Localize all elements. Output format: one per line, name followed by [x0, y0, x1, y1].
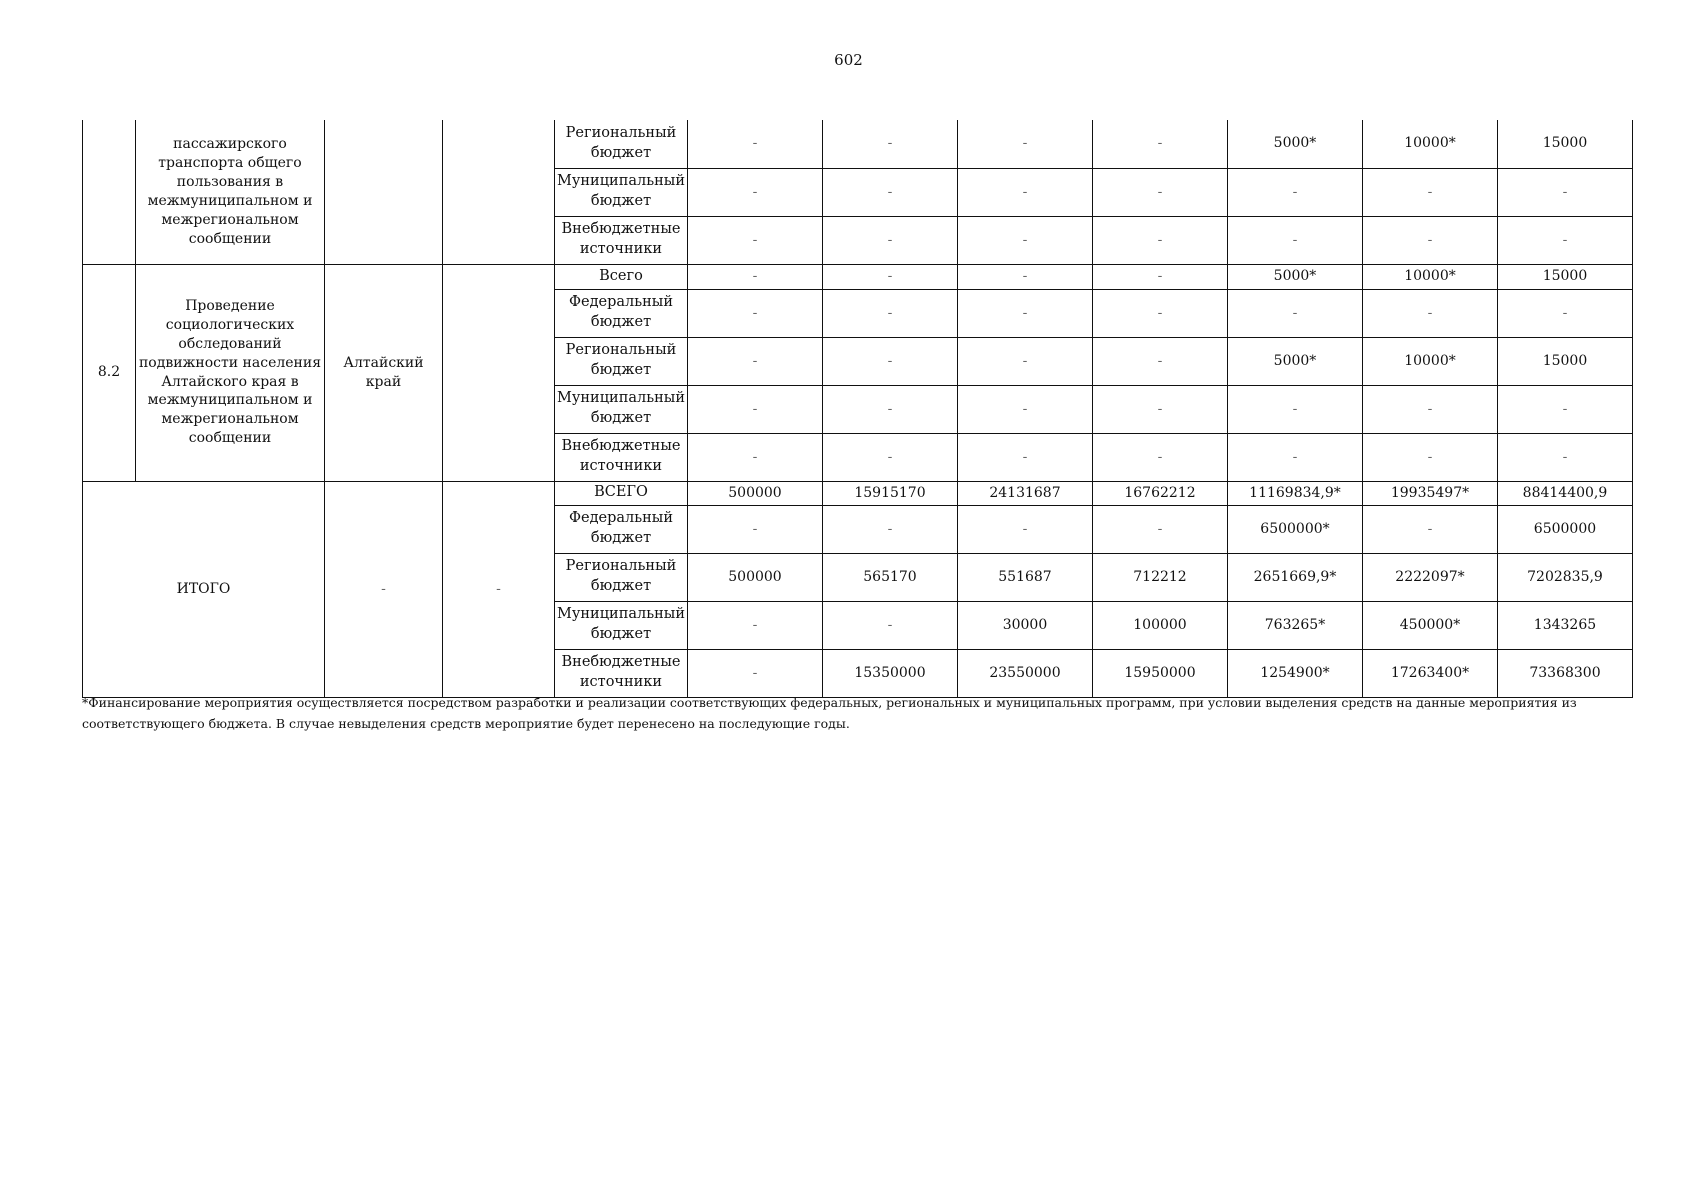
source-label: Муниципальный бюджет — [555, 601, 688, 649]
source-label: Региональный бюджет — [555, 337, 688, 385]
value-cell: 100000 — [1092, 601, 1227, 649]
value-cell: - — [822, 216, 957, 264]
value-cell: 15350000 — [822, 649, 957, 697]
value-cell: 763265* — [1227, 601, 1362, 649]
source-label: Федеральный бюджет — [555, 505, 688, 553]
value-cell: - — [822, 385, 957, 433]
value-cell: - — [822, 168, 957, 216]
value-cell: - — [1092, 433, 1227, 481]
value-cell: - — [1092, 337, 1227, 385]
value-cell: 15000 — [1497, 264, 1632, 289]
value-cell: - — [1362, 505, 1497, 553]
value-cell: - — [1497, 216, 1632, 264]
budget-table — [82, 120, 1633, 698]
value-cell: 15000 — [1497, 337, 1632, 385]
value-cell: 15000 — [1497, 120, 1632, 168]
value-cell: - — [1092, 385, 1227, 433]
value-cell: - — [1497, 433, 1632, 481]
value-cell: - — [957, 385, 1092, 433]
value-cell: 6500000 — [1497, 505, 1632, 553]
source-label: Внебюджетные источники — [555, 649, 688, 697]
value-cell: - — [687, 385, 822, 433]
value-cell: - — [957, 168, 1092, 216]
value-cell: 30000 — [957, 601, 1092, 649]
value-cell: - — [957, 264, 1092, 289]
value-cell: - — [957, 433, 1092, 481]
value-cell: - — [1362, 168, 1497, 216]
value-cell: 565170 — [822, 553, 957, 601]
value-cell: 5000* — [1227, 264, 1362, 289]
value-cell: 7202835,9 — [1497, 553, 1632, 601]
measure-name-cell: пассажирского транспорта общего пользования в межмуниципальном и межрегиональном сообщении — [136, 120, 325, 264]
value-cell: 10000* — [1362, 264, 1497, 289]
value-cell: 712212 — [1092, 553, 1227, 601]
value-cell: 16762212 — [1092, 481, 1227, 505]
value-cell: 88414400,9 — [1497, 481, 1632, 505]
value-cell: 10000* — [1362, 120, 1497, 168]
value-cell: - — [1092, 289, 1227, 337]
value-cell: - — [1497, 168, 1632, 216]
value-cell: 500000 — [687, 481, 822, 505]
measure-number-cell — [83, 120, 136, 264]
value-cell: - — [822, 289, 957, 337]
footnote: *Финансирование мероприятия осуществляется посредством разработки и реализации соответствующих федеральных, региональных и муниципальных программ, при условии выделения средств на данные мероприятия из соответствующего бюджета. В случае невыделения средств мероприятие будет перенесено на последующие годы. — [82, 695, 1577, 731]
executor-cell: - — [325, 481, 443, 697]
value-cell: - — [1092, 216, 1227, 264]
value-cell: 24131687 — [957, 481, 1092, 505]
value-cell: - — [957, 216, 1092, 264]
source-label: Муниципальный бюджет — [555, 385, 688, 433]
value-cell: 17263400* — [1362, 649, 1497, 697]
executor-cell — [325, 120, 443, 264]
value-cell: - — [1092, 505, 1227, 553]
extra-cell — [443, 264, 555, 481]
value-cell: 10000* — [1362, 337, 1497, 385]
value-cell: 73368300 — [1497, 649, 1632, 697]
value-cell: - — [822, 505, 957, 553]
value-cell: 450000* — [1362, 601, 1497, 649]
value-cell: - — [687, 289, 822, 337]
value-cell: - — [687, 168, 822, 216]
value-cell: - — [687, 601, 822, 649]
value-cell: - — [1362, 385, 1497, 433]
executor-cell: Алтайский край — [325, 264, 443, 481]
source-label: ВСЕГО — [555, 481, 688, 505]
value-cell: 15915170 — [822, 481, 957, 505]
table-row — [83, 120, 1633, 168]
measure-name-cell: Проведение социологических обследований подвижности населения Алтайского края в межмуниципальном и межрегиональном сообщении — [136, 264, 325, 481]
value-cell: - — [957, 505, 1092, 553]
value-cell: 19935497* — [1362, 481, 1497, 505]
source-label: Внебюджетные источники — [555, 216, 688, 264]
page-number: 602 — [834, 51, 863, 69]
value-cell: 11169834,9* — [1227, 481, 1362, 505]
value-cell: 551687 — [957, 553, 1092, 601]
value-cell: 1254900* — [1227, 649, 1362, 697]
value-cell: - — [687, 216, 822, 264]
extra-cell: - — [443, 481, 555, 697]
value-cell: - — [1227, 168, 1362, 216]
value-cell: 2222097* — [1362, 553, 1497, 601]
value-cell: - — [1362, 216, 1497, 264]
source-label: Всего — [555, 264, 688, 289]
source-label: Региональный бюджет — [555, 120, 688, 168]
source-label: Федеральный бюджет — [555, 289, 688, 337]
value-cell: - — [1227, 216, 1362, 264]
value-cell: - — [1362, 289, 1497, 337]
value-cell: - — [687, 649, 822, 697]
value-cell: 15950000 — [1092, 649, 1227, 697]
source-label: Внебюджетные источники — [555, 433, 688, 481]
value-cell: 5000* — [1227, 120, 1362, 168]
value-cell: - — [687, 505, 822, 553]
value-cell: 6500000* — [1227, 505, 1362, 553]
value-cell: - — [1362, 433, 1497, 481]
value-cell: - — [1092, 120, 1227, 168]
measure-number-cell: 8.2 — [83, 264, 136, 481]
value-cell: - — [687, 264, 822, 289]
value-cell: 2651669,9* — [1227, 553, 1362, 601]
source-label: Муниципальный бюджет — [555, 168, 688, 216]
value-cell: - — [1092, 168, 1227, 216]
value-cell: 500000 — [687, 553, 822, 601]
value-cell: - — [957, 337, 1092, 385]
value-cell: - — [822, 337, 957, 385]
itogo-label: ИТОГО — [83, 481, 325, 697]
value-cell: - — [687, 120, 822, 168]
value-cell: 5000* — [1227, 337, 1362, 385]
value-cell: - — [687, 337, 822, 385]
source-label: Региональный бюджет — [555, 553, 688, 601]
value-cell: - — [1497, 385, 1632, 433]
value-cell: - — [957, 120, 1092, 168]
value-cell: - — [1092, 264, 1227, 289]
value-cell: - — [687, 433, 822, 481]
value-cell: - — [1227, 289, 1362, 337]
value-cell: - — [822, 264, 957, 289]
value-cell: - — [822, 120, 957, 168]
table-row — [83, 264, 1633, 289]
value-cell: 1343265 — [1497, 601, 1632, 649]
value-cell: - — [957, 289, 1092, 337]
value-cell: - — [1227, 385, 1362, 433]
table-row — [83, 481, 1633, 505]
value-cell: - — [822, 601, 957, 649]
value-cell: - — [1227, 433, 1362, 481]
extra-cell — [443, 120, 555, 264]
value-cell: 23550000 — [957, 649, 1092, 697]
value-cell: - — [822, 433, 957, 481]
value-cell: - — [1497, 289, 1632, 337]
